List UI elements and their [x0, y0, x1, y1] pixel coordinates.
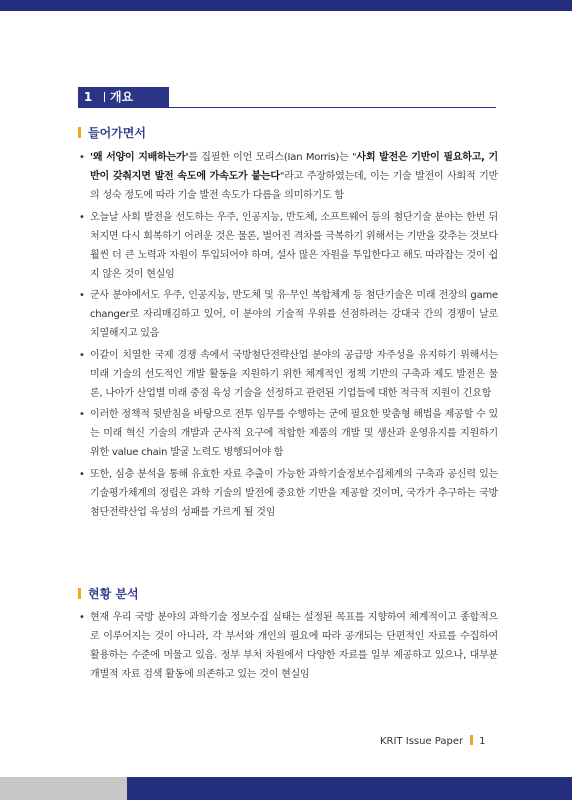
subheading-intro	[78, 124, 146, 141]
list-item: • 오늘날 사회 발전을 선도하는 우주, 인공지능, 반도체, 소프트웨어 등의 첨단기술 분야는 한번 뒤처지면 다시 회복하기 어려운 것은 물론, 벌어진 격차를 극복하기 위해서는 기반을 갖추는 것보다 훨씬 더 큰 노력과 자원이 투입되어야 하며, 설사 많은 자원을 투입한다고 해도 따라잡는 것이 쉽지 않은 것이 현실임	[78, 208, 498, 284]
bottom-band-navy	[127, 777, 572, 800]
section-divider	[104, 92, 105, 102]
publication-name: KRIT Issue Paper	[380, 736, 464, 747]
section-header	[78, 87, 496, 107]
page-number: 1	[479, 736, 486, 747]
list-item: • 군사 분야에서도 우주, 인공지능, 반도체 및 유·무인 복합체계 등 첨단기술은 미래 전장의 game changer로 자리매김하고 있어, 이 분야의 기술적 우위를 선점하려는 강대국 간의 경쟁이 날로 치열해지고 있음	[78, 286, 498, 343]
top-banner	[0, 0, 572, 11]
list-item	[78, 148, 498, 205]
page-footer	[380, 735, 500, 749]
analysis-bullets	[78, 608, 498, 687]
list-item: • 이러한 정책적 뒷받침을 바탕으로 전투 임무를 수행하는 군에 필요한 맞춤형 해법을 제공할 수 있는 미래 혁신 기술의 개발과 군사적 요구에 적합한 제품의 개발 및 생산과 운영유지를 지원하기 위한 value chain 발굴 노력도 병행되어야 함	[78, 405, 498, 462]
list-item: • 또한, 심층 분석을 통해 유효한 자료 추출이 가능한 과학기술정보수집체계의 구축과 공신력 있는 기술평가체계의 정립은 과학 기술의 발전에 중요한 기반을 제공할 것이며, 국가가 추구하는 국방첨단전략산업 육성의 성패를 가르게 될 것임	[78, 465, 498, 522]
bold-text: 사회 발전은 기반이 필요하고, 기반이 갖춰지면 발전 속도에 가속도가 붙는다	[90, 152, 498, 182]
heading-marker	[78, 588, 81, 599]
section-title	[98, 87, 169, 107]
list-item: • 현재 우리 국방 분야의 과학기술 정보수집 실태는 설정된 목표를 지향하여 체계적이고 종합적으로 이루어지는 것이 아니라, 각 부서와 개인의 필요에 따라 공개되는 단편적인 자료를 수집하여 활용하는 수준에 머물고 있음. 정부 부처 차원에서 다양한 자료를 일부 제공하고 있으나, 대부분 개별적 자료 검색 활동에 의존하고 있는 것이 현실임	[78, 608, 498, 684]
section-rule	[78, 107, 496, 108]
bold-text: '왜 서양이 지배하는가'	[90, 152, 189, 163]
subheading-analysis	[78, 585, 139, 602]
list-item: • 이같이 치열한 국제 경쟁 속에서 국방첨단전략산업 분야의 공급망 자주성을 유지하기 위해서는 미래 기술의 선도적인 개발 활동을 지원하기 위한 체계적인 정책 기반의 구축과 제도 발전은 물론, 나아가 산업별 미래 중점 육성 기술을 선정하고 관련된 기업들에 대한 적극적 지원이 긴요함	[78, 346, 498, 403]
footer-divider	[470, 735, 473, 745]
heading-marker	[78, 127, 81, 138]
body-text: "라고 주장하였는데, 이는 기술 발전이 사회적 기반의 성숙 정도에 따라 기술 발전 속도가 다름을 의미하기도 함	[90, 171, 499, 201]
bottom-band-gray	[0, 777, 127, 800]
subheading-intro-text: 들어가면서	[88, 126, 146, 140]
section-title-text: 개요	[110, 90, 134, 104]
section-number: 1	[78, 87, 98, 107]
subheading-analysis-text: 현황 분석	[88, 587, 139, 601]
intro-bullets	[78, 148, 498, 524]
body-text: 를 집필한 이언 모리스(Ian Morris)는 "	[188, 152, 357, 163]
